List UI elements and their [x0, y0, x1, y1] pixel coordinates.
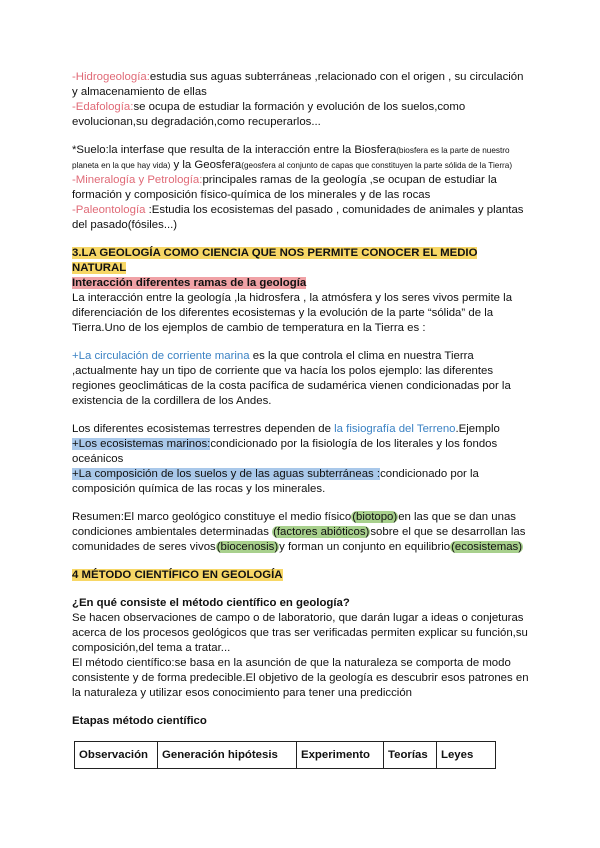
stage-cell-leyes: Leyes [437, 742, 496, 769]
stage-cell-hipotesis: Generación hipótesis [158, 742, 297, 769]
composicion-suelos-item [72, 467, 532, 497]
fisiografia-paragraph [72, 422, 532, 437]
edafologia-text: se ocupa de estudiar la formación y evolución de los suelos,como evolucionan,su degradación,como recuperarlos... [72, 101, 466, 128]
ecosistemas-marinos-text: condicionado por la fisiología de los literales y los fondos oceánicos [72, 438, 498, 465]
ecosistemas-marinos-term: +Los ecosistemas marinos: [72, 438, 211, 450]
biotopo-highlight: (biotopo) [352, 511, 398, 523]
method-paragraph-2: El método científico:se basa en la asunción de que la naturaleza se comporta de modo consistente y de forma predecible.El objetivo de la geología es descubrir esos patrones en la naturaleza y utilizar esos conocimiento para tener una predicción [72, 657, 529, 699]
composicion-suelos-term: +La composición de los suelos y de las aguas subterráneas : [72, 468, 381, 480]
hidrogeologia-paragraph [72, 70, 532, 100]
composicion-suelos-text: condicionado por la composición química de las rocas y los minerales. [72, 468, 479, 495]
stage-cell-experimento: Experimento [297, 742, 384, 769]
section-3-title: 3.LA GEOLOGÍA COMO CIENCIA QUE NOS PERMITE CONOCER EL MEDIO NATURAL [72, 247, 478, 274]
table-row [75, 742, 496, 769]
resumen-text-3: sobre el que se desarrollan las comunidades de seres vivos [72, 526, 526, 553]
resumen-text-2: en las que se dan unas condiciones ambientales determinadas [72, 511, 516, 538]
suelo-text-2: y la Geosfera [170, 159, 242, 171]
factores-abioticos-highlight: (factores abióticos) [273, 526, 370, 538]
suelo-note-geosfera: (geosfera al conjunto de capas que constituyen la parte sólida de la Tierra) [241, 161, 513, 170]
paleontologia-term: -Paleontología [72, 204, 146, 216]
edafologia-term: -Edafología: [72, 101, 134, 113]
hidrogeologia-text: estudia sus aguas subterráneas ,relacionado con el origen , su circulación y almacenamiento de ellas [72, 71, 524, 98]
section-3-heading [72, 246, 532, 276]
stage-cell-observacion: Observación [75, 742, 158, 769]
resumen-text-4: y forman un conjunto en equilibrio [279, 541, 451, 553]
section-4-title: 4 MÉTODO CIENTÍFICO EN GEOLOGÍA [72, 569, 283, 581]
mineralogia-term: -Mineralogía y Petrología: [72, 174, 203, 186]
document-page [72, 70, 532, 769]
paleontologia-paragraph [72, 203, 532, 233]
fisiografia-text-2: .Ejemplo [455, 423, 500, 435]
suelo-text-1: *Suelo:la interfase que resulta de la interacción entre la Biosfera [72, 144, 397, 156]
corriente-marina-term: +La circulación de corriente marina [72, 350, 250, 362]
corriente-marina-text: es la que controla el clima en nuestra Tierra ,actualmente hay un tipo de corriente que va hacía los polos ejemplo: las diferentes regiones geoclimáticas de la costa pacífica de sudamérica vienen condicionadas por la existencia de la cordillera de los Andes. [72, 350, 511, 407]
ecosistemas-marinos-item [72, 437, 532, 467]
section-3-intro: La interacción entre la geología ,la hidrosfera , la atmósfera y los seres vivos permite la diferenciación de los diferentes ecosistemas y la evolución de la parte “sólida” de la Tierra.Uno de los ejemplos de cambio de temperatura en la Tierra es : [72, 292, 513, 334]
stage-cell-teorias: Teorías [384, 742, 437, 769]
fisiografia-term: la fisiografía del Terreno [334, 423, 456, 435]
fisiografia-text-1: Los diferentes ecosistemas terrestres dependen de [72, 423, 335, 435]
ecosistemas-highlight: (ecosistemas) [451, 541, 523, 553]
suelo-note-biosfera: (biosfera es la parte de nuestro planeta en la que hay vida) [72, 146, 510, 170]
section-4-heading [72, 568, 532, 583]
edafologia-paragraph [72, 100, 532, 130]
suelo-paragraph [72, 143, 532, 173]
resumen-text-1: Resumen:El marco geológico constituye el medio físico [72, 511, 352, 523]
paleontologia-text: :Estudia los ecosistemas del pasado , comunidades de animales y plantas del pasado(fósiles...) [72, 204, 524, 231]
biocenosis-highlight: (biocenosis) [216, 541, 279, 553]
hidrogeologia-term: -Hidrogeología: [72, 71, 150, 83]
corriente-marina-paragraph [72, 349, 532, 409]
method-question: ¿En qué consiste el método científico en geología? [72, 597, 350, 609]
section-3-subheading [72, 276, 532, 291]
stages-title: Etapas método científico [72, 715, 207, 727]
stages-table [74, 741, 496, 769]
resumen-paragraph [72, 510, 532, 555]
section-3-subtitle: Interacción diferentes ramas de la geología [72, 277, 307, 289]
mineralogia-paragraph [72, 173, 532, 203]
method-paragraph-1: Se hacen observaciones de campo o de laboratorio, que darán lugar a ideas o conjeturas acerca de los procesos geológicos que tras ser verificadas permiten explicar su función,su composición,del tema a tratar... [72, 612, 528, 654]
mineralogia-text: principales ramas de la geología ,se ocupan de estudiar la formación y composición físico-química de los minerales y de las rocas [72, 174, 497, 201]
